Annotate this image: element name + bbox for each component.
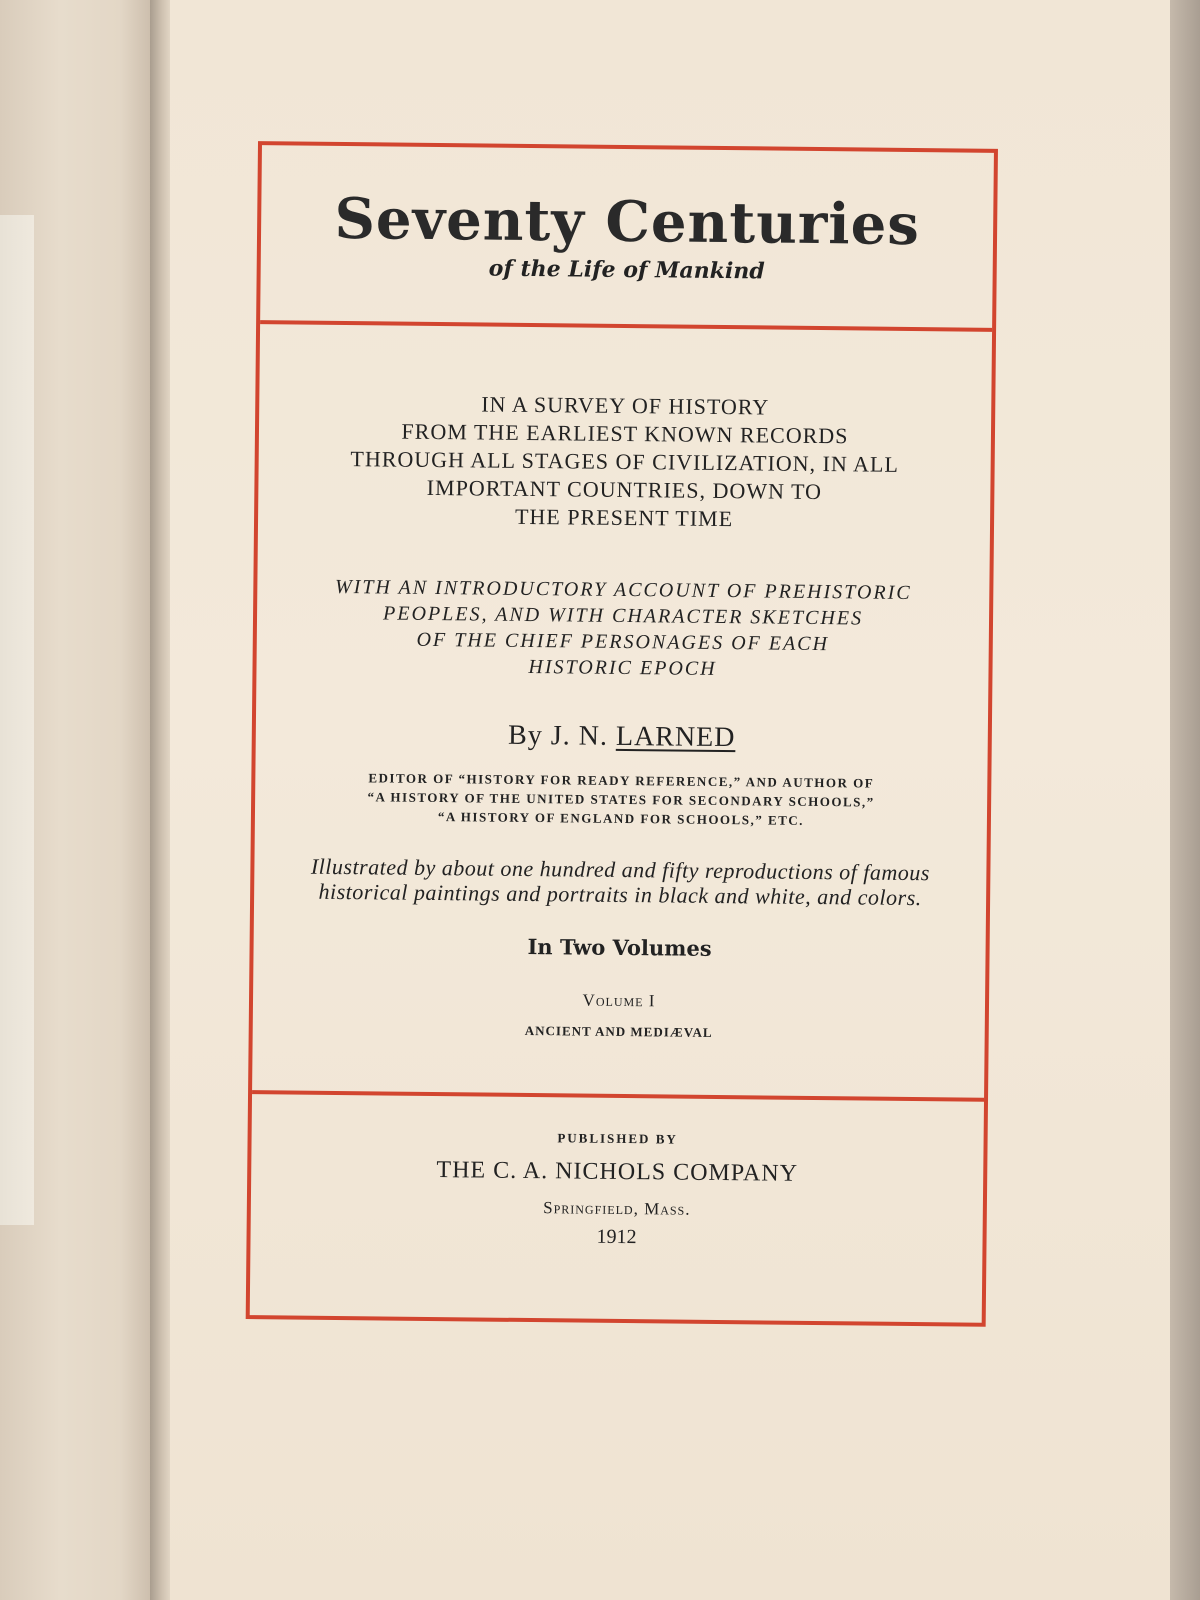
- publisher-name: THE C. A. NICHOLS COMPANY: [436, 1157, 799, 1187]
- book-title: Seventy Centuries: [334, 185, 921, 259]
- survey-line: THE PRESENT TIME: [514, 503, 734, 532]
- volumes-note: In Two Volumes: [527, 933, 712, 961]
- book-subtitle: of the Life of Mankind: [488, 255, 765, 285]
- volume-number: Volume I: [582, 990, 656, 1011]
- publisher-place: Springfield, Mass.: [543, 1198, 691, 1219]
- author-line: [256, 717, 988, 757]
- intro-description: [256, 573, 989, 685]
- author-name: LARNED: [615, 720, 736, 754]
- intro-line: HISTORIC EPOCH: [528, 655, 717, 680]
- illustration-note: [254, 853, 986, 911]
- intro-line: OF THE CHIEF PERSONAGES OF EACH: [416, 628, 830, 656]
- divider-rule-bottom: [252, 1090, 984, 1102]
- credits-line: “A HISTORY OF ENGLAND FOR SCHOOLS,” ETC.: [437, 809, 805, 828]
- intro-line: PEOPLES, AND WITH CHARACTER SKETCHES: [382, 602, 864, 630]
- survey-line: THROUGH ALL STAGES OF CIVILIZATION, IN ALL: [350, 446, 900, 477]
- illustration-line: Illustrated by about one hundred and fifty reproductions of famous: [310, 853, 931, 886]
- credits-line: EDITOR OF “HISTORY FOR READY REFERENCE,” AND AUTHOR OF: [368, 770, 875, 791]
- survey-line: IMPORTANT COUNTRIES, DOWN TO: [426, 474, 823, 505]
- book-gutter: [150, 0, 172, 1600]
- published-by: PUBLISHED BY: [557, 1130, 678, 1147]
- publication-year: 1912: [596, 1225, 637, 1249]
- page-edge: [1170, 0, 1200, 1600]
- intro-line: WITH AN INTRODUCTORY ACCOUNT OF PREHISTORIC: [334, 575, 912, 604]
- survey-line: IN A SURVEY OF HISTORY: [481, 391, 770, 420]
- red-border-frame: [246, 141, 998, 1327]
- credits-line: “A HISTORY OF THE UNITED STATES FOR SECONDARY SCHOOLS,”: [367, 789, 875, 810]
- divider-rule-top: [260, 320, 992, 332]
- left-page-inset: [0, 215, 34, 1225]
- left-page: [0, 0, 150, 1600]
- volume-description: ANCIENT AND MEDIÆVAL: [524, 1022, 713, 1040]
- survey-line: FROM THE EARLIEST KNOWN RECORDS: [401, 418, 849, 449]
- illustration-line: historical paintings and portraits in black and white, and colors.: [318, 878, 922, 911]
- author-prefix: By J. N.: [507, 719, 609, 752]
- author-credits: [255, 767, 988, 832]
- survey-description: [258, 388, 991, 536]
